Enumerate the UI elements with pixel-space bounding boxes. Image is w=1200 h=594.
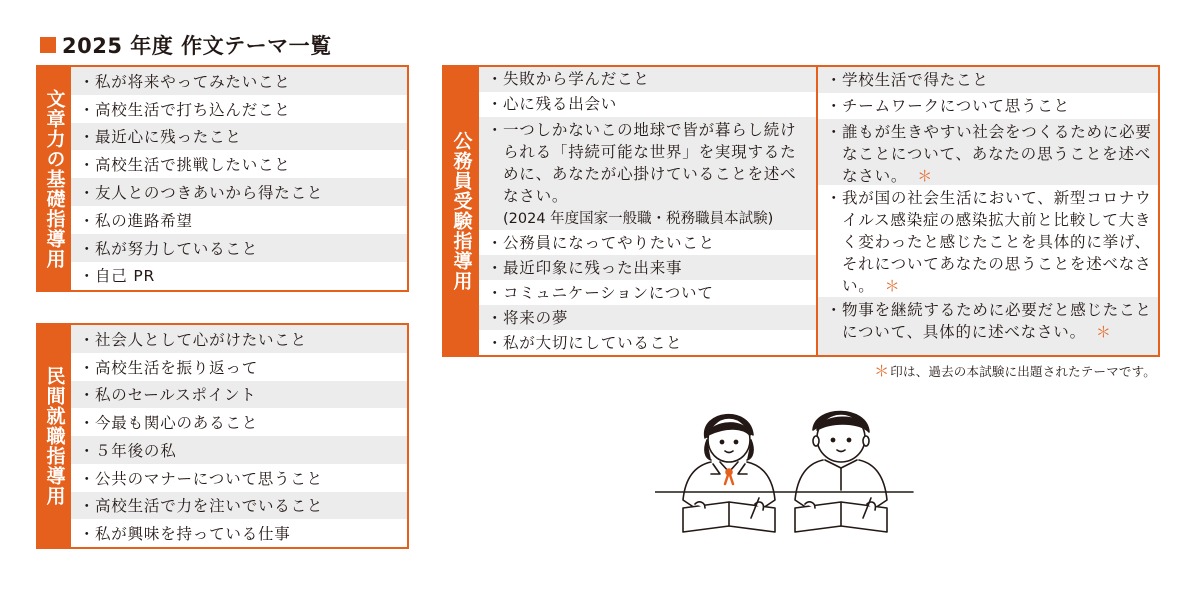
bullet-mark: ・ [79,239,96,258]
civil-theme-item [479,280,816,305]
bullet-mark: ・ [79,128,96,147]
bullet-mark: ・ [487,95,504,114]
theme-text: 最近心に残ったこと [95,128,242,147]
bullet-mark: ・ [79,469,96,488]
private-theme-item [71,408,407,436]
private-theme-item [71,492,407,520]
civil-theme-item [479,330,816,355]
theme-text: 高校生活で打ち込んだこと [95,100,291,119]
civil-theme-item [818,185,1158,297]
theme-source-note: (2024 年度国家一般職・税務職員本試験) [503,210,774,227]
theme-main-text: 私が大切にしていること [503,333,683,352]
theme-text: 自己 PR [95,267,156,286]
civil-theme-item [818,67,1158,93]
bullet-mark: ・ [79,358,96,377]
theme-text [842,299,1152,343]
civil-theme-item [479,117,816,230]
bullet-mark: ・ [826,97,843,115]
basic-theme-item [71,178,407,206]
theme-text [842,69,989,91]
private-section [36,323,409,549]
theme-text [503,119,810,230]
bullet-mark: ・ [79,441,96,460]
civil-theme-list-right [818,67,1158,355]
bullet-mark: ・ [79,267,96,286]
civil-theme-item [818,297,1158,355]
theme-main-text: 心に残る出会い [503,95,618,114]
basic-section-label: 文章力の基礎指導用 [43,88,66,269]
theme-main-text: コミュニケーションについて [503,283,714,302]
civil-theme-item [479,92,816,117]
private-theme-list [71,325,407,547]
civil-section-label: 公務員受験指導用 [450,131,473,291]
private-section-label-band [38,325,71,547]
civil-section-label-band [444,67,479,355]
bullet-mark: ・ [826,71,843,89]
bullet-mark: ・ [79,72,96,91]
civil-theme-item [479,230,816,255]
bullet-mark: ・ [79,211,96,230]
theme-text [503,332,682,354]
basic-section [36,65,409,292]
theme-text: 私が努力していること [95,239,259,258]
civil-section [442,65,1160,357]
basic-theme-item [71,234,407,262]
theme-text: 高校生活で挑戦したいこと [95,156,291,175]
theme-text: 私が興味を持っている仕事 [95,525,291,544]
theme-text [842,121,1152,187]
theme-main-text: 誰もが生きやすい社会をつくるために必要なことについて、あなたの思うことを述べなさい。 [842,123,1152,185]
bullet-mark: ・ [79,184,96,203]
bullet-mark: ・ [487,283,504,302]
private-theme-item [71,519,407,547]
theme-main-text: 公務員になってやりたいこと [503,233,715,252]
bullet-mark: ・ [79,525,96,544]
theme-text: 私が将来やってみたいこと [95,72,291,91]
theme-text [842,95,1070,117]
theme-text [842,187,1152,297]
theme-main-text: 失敗から学んだこと [503,70,650,89]
theme-text [503,282,714,304]
past-exam-star-icon: ＊ [884,277,901,295]
basic-theme-item [71,95,407,123]
past-exam-star-icon: ＊ [917,167,934,185]
theme-text [503,68,650,90]
theme-main-text: 一つしかないこの地球で皆が暮らし続けられる「持続可能な世界」を実現するために、あなたが心掛けていることを述べなさい。 [503,120,797,205]
theme-text: 高校生活で力を注いでいること [95,497,324,516]
theme-text: 高校生活を振り返って [95,358,259,377]
theme-text: 私の進路希望 [95,211,193,230]
bullet-mark: ・ [487,258,504,277]
basic-theme-item [71,67,407,95]
past-exam-star-icon: ＊ [1095,323,1112,341]
private-theme-item [71,381,407,409]
theme-text [503,307,568,329]
bullet-mark: ・ [487,308,504,327]
private-theme-item [71,353,407,381]
civil-theme-list-left [479,67,818,355]
theme-text: 公共のマナーについて思うこと [95,469,323,488]
bullet-mark: ・ [826,123,843,141]
theme-text: 社会人として心がけたいこと [95,330,307,349]
note-text: 印は、過去の本試験に出題されたテーマです。 [890,364,1156,379]
theme-text: 今最も関心のあること [95,414,259,433]
bullet-mark: ・ [826,301,843,319]
bullet-mark: ・ [79,100,96,119]
title-area [40,30,332,60]
theme-text: 友人とのつきあいから得たこと [95,184,324,203]
private-section-label: 民間就職指導用 [43,366,66,506]
footnote [874,360,1156,381]
theme-text [503,93,617,115]
basic-theme-item [71,123,407,151]
civil-theme-item [818,119,1158,185]
bullet-mark: ・ [79,386,96,405]
bullet-mark: ・ [79,330,96,349]
private-theme-item [71,325,407,353]
basic-theme-item [71,150,407,178]
bullet-mark: ・ [487,333,504,352]
private-theme-item [71,436,407,464]
theme-text: 私のセールスポイント [95,386,257,405]
page-title: 2025 年度 作文テーマ一覧 [62,34,332,58]
civil-theme-item [479,67,816,92]
bullet-mark: ・ [487,70,504,89]
theme-main-text: 我が国の社会生活において、新型コロナウイルス感染症の感染拡大前と比較して大きく変わったと感じたことを具体的に挙げ、それについてあなたの思うことを述べなさい。 [842,189,1152,295]
bullet-mark: ・ [487,120,504,139]
note-star: ＊ [874,362,890,380]
civil-theme-item [479,255,816,280]
title-square-icon [40,37,56,53]
basic-theme-item [71,206,407,234]
bullet-mark: ・ [79,156,96,175]
bullet-mark: ・ [79,414,96,433]
basic-theme-item [71,262,407,290]
bullet-mark: ・ [826,189,843,207]
basic-theme-list [71,67,407,290]
basic-section-label-band [38,67,71,290]
theme-text [503,257,682,279]
bullet-mark: ・ [487,233,504,252]
civil-theme-item [818,93,1158,119]
theme-main-text: 学校生活で得たこと [842,71,989,89]
theme-text: ５年後の私 [95,441,177,460]
bullet-mark: ・ [79,497,96,516]
theme-main-text: 最近印象に残った出来事 [503,258,683,277]
theme-text [503,232,715,254]
private-theme-item [71,464,407,492]
theme-main-text: チームワークについて思うこと [842,97,1070,115]
theme-main-text: 物事を継続するために必要だと感じたことについて、具体的に述べなさい。 [842,301,1152,341]
civil-theme-item [479,305,816,330]
theme-main-text: 将来の夢 [503,308,569,327]
two-students-writing-illustration [655,400,915,560]
